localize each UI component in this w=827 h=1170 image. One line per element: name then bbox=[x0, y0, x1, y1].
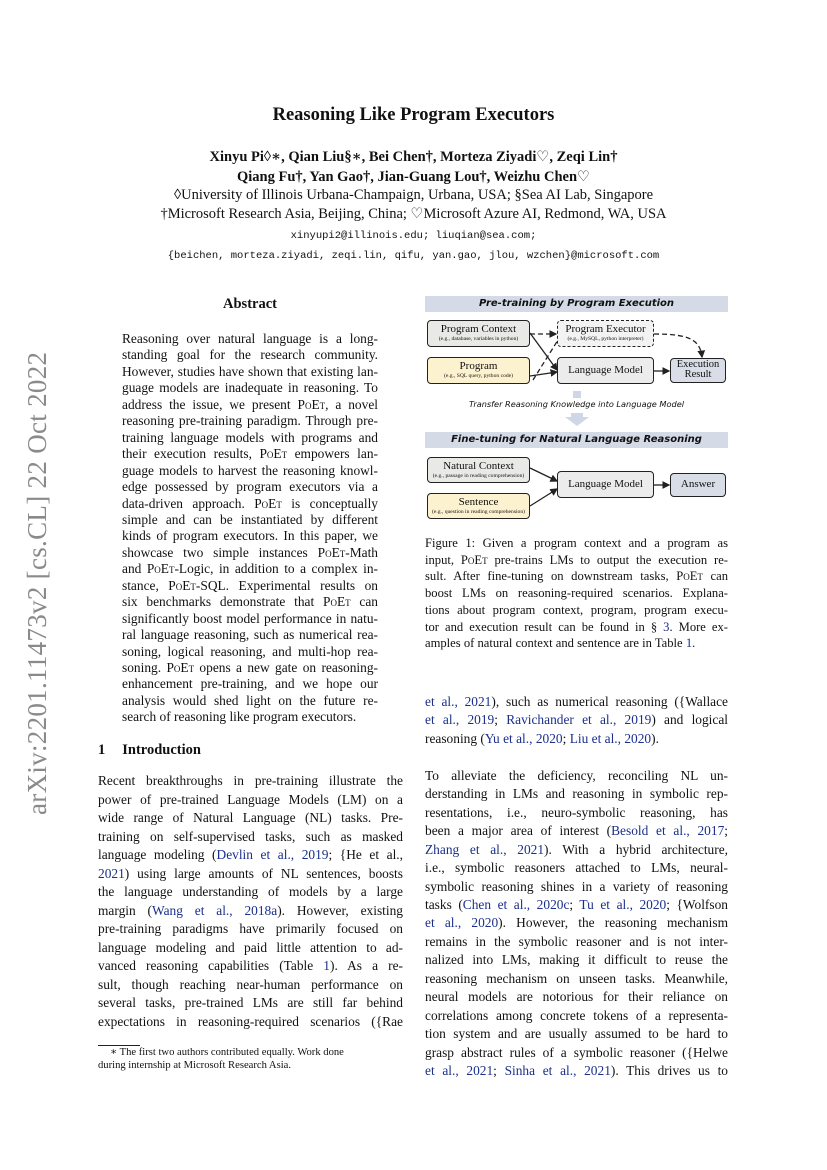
method-name: PoEt bbox=[166, 660, 195, 675]
citation-link[interactable]: Wang et al., 2018a bbox=[152, 902, 278, 918]
section-heading bbox=[98, 742, 201, 759]
text-run: language modeling and paid little attention to ad- bbox=[98, 939, 403, 955]
text-run: Recent breakthroughs in pre-training illustrate the bbox=[98, 773, 403, 788]
text-line bbox=[425, 804, 728, 822]
text-line bbox=[122, 626, 378, 644]
citation-link[interactable]: Yu et al., 2020 bbox=[484, 730, 563, 746]
text-run: -SQL. Experimental results on bbox=[195, 577, 378, 593]
text-run: ral language reasoning, such as numerical rea- bbox=[122, 627, 378, 643]
text-line bbox=[425, 711, 728, 729]
program-executor-box bbox=[557, 320, 654, 347]
citation-link[interactable]: Devlin et al., 2019 bbox=[216, 847, 329, 862]
program-box bbox=[427, 357, 530, 384]
method-name: PoEt bbox=[460, 552, 488, 567]
text-run: can bbox=[350, 594, 378, 610]
citation-link[interactable]: et al., 2019 bbox=[425, 712, 495, 728]
citation-link[interactable]: Liu et al., 2020 bbox=[569, 730, 652, 746]
box-note: (e.g., passage in reading comprehension) bbox=[432, 473, 525, 479]
text-run: edge possessed by program executors via a bbox=[122, 479, 378, 495]
text-run: six benchmarks demonstrate that bbox=[122, 594, 323, 610]
text-run: tasks ( bbox=[425, 896, 463, 912]
text-run: resentations, i.e., neuro-symbolic reasoning, has bbox=[425, 804, 728, 820]
language-model-box: Language Model bbox=[557, 471, 654, 498]
text-run: training language models with programs and bbox=[122, 429, 378, 445]
text-run: remains in the symbolic reasoner and is not inter- bbox=[425, 933, 728, 949]
text-line bbox=[425, 914, 728, 932]
text-run: i.e., symbolic reasoners attached to LMs, neural- bbox=[425, 860, 728, 876]
text-line bbox=[425, 767, 728, 785]
text-run: showcase two simple instances bbox=[122, 544, 318, 560]
citation-link[interactable]: Chen et al., 2020c bbox=[462, 896, 570, 912]
text-line bbox=[98, 883, 403, 901]
text-line bbox=[425, 822, 728, 840]
execution-result-box: Execution Result bbox=[670, 358, 726, 383]
text-line bbox=[425, 693, 728, 711]
text-run: pre-training paradigms have primarily focused on bbox=[98, 921, 403, 936]
text-line bbox=[425, 601, 728, 619]
text-run: kinds of program executors. In this paper, we bbox=[122, 528, 378, 544]
method-name: PoEt bbox=[146, 561, 175, 577]
text-run: , a novel bbox=[325, 396, 378, 412]
text-run: Figure 1: Given a program context and a program as bbox=[425, 536, 728, 550]
text-run: guage models are inadequate in reasoning. To bbox=[122, 380, 378, 396]
text-run: -Logic, in addition to a complex in- bbox=[174, 561, 378, 577]
citation-link[interactable]: et al., 2020 bbox=[425, 915, 499, 931]
affiliation-line: ◊University of Illinois Urbana-Champaign, Urbana, USA; §Sea AI Lab, Singapore bbox=[173, 187, 654, 203]
box-note: (e.g., database, variables in python) bbox=[438, 336, 519, 342]
text-run: reasoning mechanism on unseen tasks. Meanwhile, bbox=[425, 970, 728, 986]
method-name: PoEt bbox=[254, 495, 282, 511]
text-run: stance, bbox=[122, 577, 169, 593]
text-run: analysis would shed light on the future re- bbox=[122, 692, 378, 708]
text-line bbox=[122, 675, 378, 693]
text-run: To alleviate the deficiency, reconciling NL un- bbox=[425, 767, 728, 783]
text-run: address the issue, we present bbox=[122, 396, 298, 412]
text-run: ). As a re- bbox=[329, 958, 403, 973]
text-run: reasoning ( bbox=[425, 730, 485, 746]
text-line bbox=[425, 896, 728, 914]
text-line bbox=[98, 939, 403, 957]
text-run: significantly boost model performance in natu- bbox=[122, 610, 378, 626]
box-label: Program Executor bbox=[565, 323, 646, 335]
text-line bbox=[425, 970, 728, 988]
box-note: (e.g., MySQL, python interpreter) bbox=[567, 336, 644, 342]
section-number: 1 bbox=[98, 742, 106, 758]
text-line bbox=[425, 859, 728, 877]
citation-link[interactable]: 1 bbox=[323, 958, 330, 973]
text-run: ; bbox=[493, 1063, 505, 1078]
text-line bbox=[98, 957, 403, 975]
text-run: Reasoning over natural language is a long- bbox=[122, 331, 378, 346]
text-run: ), such as numerical reasoning ({Wallace bbox=[491, 694, 728, 709]
text-run: grasp abstract rules of a symbolic reasoner ({Helwe bbox=[425, 1044, 728, 1060]
abstract-heading: Abstract bbox=[223, 296, 277, 312]
text-line bbox=[425, 841, 728, 859]
text-line bbox=[122, 692, 378, 710]
text-run: empowers lan- bbox=[287, 446, 378, 462]
text-line bbox=[425, 1062, 728, 1080]
method-name: PoEt bbox=[323, 594, 351, 610]
footnote-line: during internship at Microsoft Research Asia. bbox=[98, 1060, 291, 1071]
text-line bbox=[425, 534, 728, 552]
text-line bbox=[98, 1013, 403, 1031]
section-title: Introduction bbox=[122, 742, 201, 758]
text-run: simple and can be instantiated by different bbox=[122, 511, 378, 527]
program-context-box bbox=[427, 320, 530, 347]
text-run: pre-trains LMs to output the execution re- bbox=[487, 552, 728, 567]
text-run: derstanding in LMs and reasoning in symbolic rep- bbox=[425, 786, 728, 802]
text-run: ; bbox=[724, 823, 729, 839]
author-line: Qiang Fu†, Yan Gao†, Jian-Guang Lou†, Weizhu Chen♡ bbox=[236, 169, 591, 185]
text-run: boost LMs on reasoning-required scenarios. Explana- bbox=[425, 586, 728, 601]
text-line bbox=[98, 772, 403, 790]
citation-link[interactable]: 1 bbox=[685, 636, 693, 651]
text-run: tion system and are usually assumed to be hard to bbox=[425, 1026, 728, 1042]
text-line bbox=[122, 708, 378, 726]
text-run: ). However, the reasoning mechanism bbox=[498, 915, 728, 931]
text-line bbox=[98, 920, 403, 938]
email-line: xinyupi2@illinois.edu; liuqian@sea.com; bbox=[290, 230, 537, 242]
text-run: ; bbox=[569, 896, 580, 912]
method-name: PoEt bbox=[259, 446, 288, 462]
text-run: ) using large amounts of NL sentences, boosts bbox=[124, 865, 403, 881]
text-run: . More ex- bbox=[669, 619, 729, 634]
box-note: (e.g., SQL query, python code) bbox=[443, 373, 514, 379]
text-run: the language understanding of models by a large bbox=[98, 884, 403, 899]
text-line bbox=[425, 933, 728, 951]
text-run: vanced reasoning capabilities (Table bbox=[98, 958, 324, 973]
text-line bbox=[98, 846, 403, 864]
text-run: sult. After fine-tuning on downstream tasks, bbox=[425, 569, 677, 584]
text-line bbox=[122, 659, 378, 677]
box-label: Program bbox=[459, 360, 498, 372]
text-run: sult, though reaching near-human performance on bbox=[98, 976, 403, 992]
text-line bbox=[98, 865, 403, 883]
language-model-box: Language Model bbox=[557, 357, 654, 384]
text-line bbox=[425, 785, 728, 803]
text-line bbox=[122, 610, 378, 628]
text-run: input, bbox=[425, 552, 461, 567]
text-line bbox=[425, 634, 728, 652]
method-name: PoEt bbox=[297, 396, 326, 412]
text-line bbox=[425, 551, 728, 569]
text-run: standing goal for the research community. bbox=[122, 347, 378, 363]
text-line bbox=[98, 994, 403, 1012]
citation-link[interactable]: Ravichander et al., 2019 bbox=[506, 712, 652, 728]
citation-link[interactable]: 2021 bbox=[98, 865, 125, 881]
text-run: ) and logical bbox=[651, 712, 729, 728]
citation-link[interactable]: Sinha et al., 2021 bbox=[504, 1063, 611, 1078]
text-line bbox=[425, 584, 728, 602]
text-run: ; {He et al., bbox=[328, 847, 404, 862]
text-line bbox=[425, 988, 728, 1006]
answer-box: Answer bbox=[670, 473, 726, 497]
text-line bbox=[425, 1025, 728, 1043]
text-line bbox=[425, 567, 728, 585]
text-run: wide range of Natural Language (NL) tasks. Pre- bbox=[98, 810, 403, 825]
text-run: soning. bbox=[122, 660, 167, 675]
citation-link[interactable]: et al., 2021 bbox=[425, 1063, 494, 1078]
text-run: is conceptually bbox=[281, 495, 378, 511]
text-line bbox=[425, 951, 728, 969]
text-run: ; bbox=[494, 712, 507, 728]
affiliation-line: †Microsoft Research Asia, Beijing, China; ♡Microsoft Azure AI, Redmond, WA, USA bbox=[160, 206, 667, 222]
text-run: tor and execution result can be found in § bbox=[425, 619, 664, 634]
text-run: training on self-supervised tasks, such as masked bbox=[98, 828, 403, 844]
text-line bbox=[98, 828, 403, 846]
text-run: -Math bbox=[345, 544, 378, 560]
text-run: tions about program context, program, program execu- bbox=[425, 602, 728, 617]
citation-link[interactable]: et al., 2021 bbox=[425, 694, 492, 709]
text-line bbox=[98, 902, 403, 920]
text-run: ). bbox=[651, 730, 659, 746]
finetuning-header: Fine-tuning for Natural Language Reasoning bbox=[425, 432, 728, 448]
text-run: been a major area of interest ( bbox=[425, 823, 612, 839]
footnote-line: ∗ The first two authors contributed equally. Work done bbox=[110, 1047, 344, 1058]
text-run: their execution results, bbox=[122, 446, 260, 462]
box-label: Sentence bbox=[458, 496, 499, 508]
transfer-label: Transfer Reasoning Knowledge into Language Model bbox=[468, 399, 685, 409]
method-name: PoEt bbox=[168, 577, 196, 593]
citation-link[interactable]: 3 bbox=[663, 619, 670, 634]
box-note: (e.g., question in reading comprehension) bbox=[431, 509, 526, 515]
arxiv-stamp: arXiv:2201.11473v2 [cs.CL] 22 Oct 2022 bbox=[22, 351, 52, 815]
text-line bbox=[425, 878, 728, 896]
text-run: ; bbox=[562, 730, 570, 746]
text-run: guage models to harvest the reasoning knowl- bbox=[122, 462, 378, 478]
text-line bbox=[425, 730, 728, 748]
text-run: ). This drives us to bbox=[610, 1063, 728, 1078]
text-run: search of reasoning like program executors. bbox=[122, 709, 357, 725]
text-run: symbolic reasoning shines in a variety of reasoning bbox=[425, 878, 728, 894]
method-name: PoEt bbox=[676, 569, 703, 584]
text-run: correlations among concrete tokens of a representa- bbox=[425, 1007, 728, 1023]
text-run: several tasks, pre-trained LMs are still far behind bbox=[98, 995, 403, 1010]
text-line bbox=[98, 976, 403, 994]
text-run: language modeling ( bbox=[98, 847, 217, 862]
text-run: data-driven approach. bbox=[122, 495, 255, 511]
pretraining-header: Pre-training by Program Execution bbox=[425, 296, 728, 312]
text-run: ). With a hybrid architecture, bbox=[544, 841, 728, 857]
text-run: ; {Wolfson bbox=[666, 896, 728, 912]
text-run: ). However, existing bbox=[277, 902, 403, 918]
citation-link[interactable]: Besold et al., 2017 bbox=[611, 823, 725, 839]
text-line bbox=[425, 618, 728, 636]
text-line bbox=[122, 643, 378, 661]
citation-link[interactable]: Zhang et al., 2021 bbox=[425, 841, 545, 857]
text-run: margin ( bbox=[98, 902, 152, 918]
text-run: However, studies have shown that existing lan- bbox=[122, 363, 378, 379]
text-run: amples of natural context and sentence are in Table bbox=[425, 636, 686, 651]
text-run: can bbox=[702, 569, 728, 584]
author-line: Xinyu Pi◊∗, Qian Liu§∗, Bei Chen†, Morteza Ziyadi♡, Zeqi Lin† bbox=[209, 149, 618, 165]
text-run: power of pre-trained Language Models (LM) on a bbox=[98, 791, 403, 807]
method-name: PoEt bbox=[317, 544, 346, 560]
box-label: Program Context bbox=[440, 323, 517, 335]
text-run: enhancement pre-training, and we hope our bbox=[122, 676, 378, 692]
text-run: and bbox=[122, 561, 147, 577]
citation-link[interactable]: Tu et al., 2020 bbox=[579, 896, 667, 912]
text-run: expectations in reasoning-required scenarios ({Rae bbox=[98, 1013, 403, 1029]
text-run: opens a new gate on reasoning- bbox=[194, 660, 378, 675]
text-run: reasoning pre-training paradigm. Through pre- bbox=[122, 413, 378, 429]
paper-title: Reasoning Like Program Executors bbox=[272, 105, 555, 125]
text-run: neural models are notorious for their reliance on bbox=[425, 989, 728, 1005]
natural-context-box bbox=[427, 457, 530, 483]
box-label: Natural Context bbox=[443, 460, 514, 472]
text-line bbox=[425, 1044, 728, 1062]
text-line bbox=[98, 809, 403, 827]
sentence-box bbox=[427, 493, 530, 519]
text-run: soning, logical reasoning, and multi-hop rea- bbox=[122, 643, 378, 659]
email-line: {beichen, morteza.ziyadi, zeqi.lin, qifu, yan.gao, jlou, wzchen}@microsoft.com bbox=[167, 250, 660, 262]
text-line bbox=[425, 1007, 728, 1025]
text-run: . bbox=[692, 636, 696, 651]
text-line bbox=[98, 791, 403, 809]
text-run: nalized into LMs, making it difficult to reuse the bbox=[425, 952, 728, 968]
